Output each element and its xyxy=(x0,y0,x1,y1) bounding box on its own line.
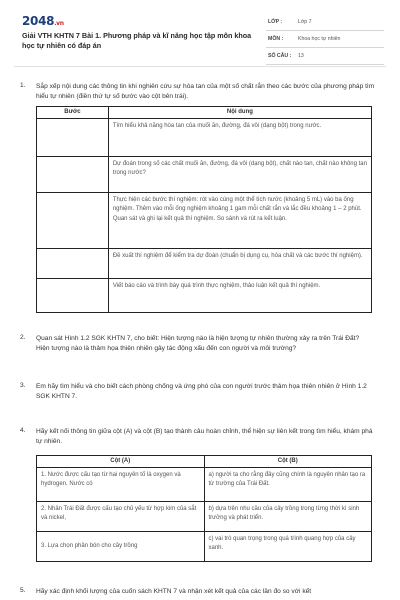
question-number: 4. xyxy=(20,427,26,434)
question-number: 1. xyxy=(20,82,26,89)
column-header-step: Bước xyxy=(37,107,109,119)
table-row xyxy=(37,249,372,279)
question-text: Hãy kết nối thông tin giữa cột (A) và cột (B) tạo thành câu hoàn chỉnh, thể hiện sự liên kết trong tìm hiểu, khám phá tự nhiên. xyxy=(36,428,373,445)
table-row xyxy=(37,502,372,532)
document-header xyxy=(14,10,386,66)
question-text-line: Hiện tượng nào là thảm họa thiên nhiên gây tác động xấu đến con người và môi trường? xyxy=(36,344,297,352)
content-cell: Tìm hiểu khả năng hòa tan của muối ăn, đường, đá vôi (dạng bột) trong nước. xyxy=(108,119,371,157)
question-text xyxy=(36,334,380,353)
meta-value: Khoa học tự nhiên xyxy=(298,36,341,42)
step-cell[interactable] xyxy=(37,157,109,193)
column-b-cell: b) dựa trên nhu cầu của cây trồng trong từng thời kì sinh trưởng và phát triển. xyxy=(204,502,372,532)
metadata-panel xyxy=(266,16,384,67)
column-header-b: Cột (B) xyxy=(204,456,372,468)
steps-table xyxy=(36,106,372,313)
table-row xyxy=(37,193,372,249)
header-divider xyxy=(14,66,386,67)
column-a-cell: 2. Nhân Trái Đất được cấu tạo chủ yếu từ hợp kim của sắt và nickel, xyxy=(37,502,205,532)
table-row xyxy=(37,468,372,502)
meta-key: MÔN : xyxy=(268,36,284,42)
meta-value: Lớp 7 xyxy=(298,19,312,25)
meta-row-subject xyxy=(266,33,384,48)
content-cell: Dự đoán trong số các chất muối ăn, đường, đá vôi (dạng bột), chất nào tan, chất nào không tan trong nước? xyxy=(108,157,371,193)
meta-row-question-count xyxy=(266,50,384,65)
question-number: 5. xyxy=(20,587,26,594)
table-header-row xyxy=(37,456,372,468)
document-title: Giải VTH KHTN 7 Bài 1. Phương pháp và kĩ năng học tập môn khoa học tự nhiên có đáp án xyxy=(22,31,252,50)
step-cell[interactable] xyxy=(37,119,109,157)
question-number: 2. xyxy=(20,334,26,341)
column-header-a: Cột (A) xyxy=(37,456,205,468)
column-header-content: Nội dung xyxy=(108,107,371,119)
column-b-cell: c) vai trò quan trọng trong quá trình quang hợp của cây xanh. xyxy=(204,532,372,562)
meta-key: SỐ CÂU : xyxy=(268,53,292,59)
step-cell[interactable] xyxy=(37,279,109,313)
question-number: 3. xyxy=(20,382,26,389)
meta-value: 13 xyxy=(298,53,304,59)
column-b-cell: a) người ta cho rằng đây cũng chính là nguyên nhân tạo ra từ trường của Trái Đất. xyxy=(204,468,372,502)
content-cell: Đề xuất thí nghiệm để kiểm tra dự đoán (chuẩn bị dụng cụ, hóa chất và các bước thí nghiệm). xyxy=(108,249,371,279)
logo-suffix-text: .vn xyxy=(54,20,64,27)
question-text: Hãy xác định khối lượng của cuốn sách KHTN 7 và nhận xét kết quả của các lần đo so với kết xyxy=(36,588,312,595)
question-text-line: Quan sát Hình 1.2 SGK KHTN 7, cho biết: Hiện tượng nào là hiện tượng tự nhiên thường xảy ra trên Trái Đất? xyxy=(36,335,360,342)
question-text: Sắp xếp nội dung các thông tin khi nghiên cứu sự hòa tan của một số chất rắn theo các bước của phương pháp tìm hiểu tự nhiên (điền thứ tự số bước vào cột bên trái). xyxy=(36,83,375,100)
column-a-cell: 1. Nước được cấu tạo từ hai nguyên tố là oxygen và hydrogen. Nước có xyxy=(37,468,205,502)
site-logo[interactable] xyxy=(22,14,64,28)
meta-row-class xyxy=(266,16,384,31)
question-text: Em hãy tìm hiểu và cho biết cách phòng chống và ứng phó của con người trước thảm họa thiên nhiên ở Hình 1.2 SGK KHTN 7. xyxy=(36,383,367,400)
content-cell: Thực hiện các bước thí nghiệm: rót vào cùng một thể tích nước (khoảng 5 mL) vào ba ống nghiệm. Thêm vào mỗi ống nghiệm khoảng 1 gam mỗi chất rắn và lắc đều khoảng 1 – 2 phút. Quan sát và ghi lại kết quả thí nghiệm. So sánh và rút ra kết luận. xyxy=(108,193,371,249)
meta-key: LỚP : xyxy=(268,19,283,25)
column-a-cell: 3. Lựa chọn phân bón cho cây trồng xyxy=(37,532,205,562)
content-cell: Viết báo cáo và trình bày quá trình thực nghiệm, thảo luận kết quả thí nghiệm. xyxy=(108,279,371,313)
table-row xyxy=(37,157,372,193)
logo-main-text: 2048 xyxy=(22,14,55,28)
table-header-row xyxy=(37,107,372,119)
table-row xyxy=(37,279,372,313)
table-row xyxy=(37,119,372,157)
step-cell[interactable] xyxy=(37,193,109,249)
step-cell[interactable] xyxy=(37,249,109,279)
table-row xyxy=(37,532,372,562)
matching-table xyxy=(36,455,372,562)
